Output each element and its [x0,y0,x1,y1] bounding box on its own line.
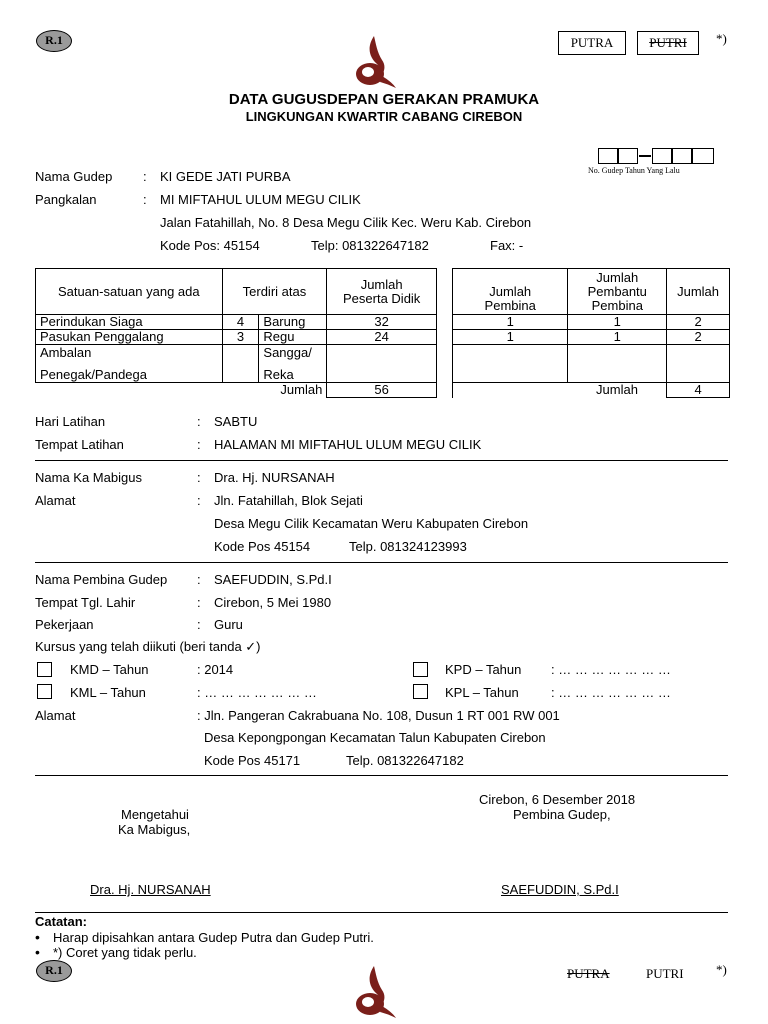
table-row [453,345,730,383]
pembina-alamat-line2: Desa Kepongpongan Kecamatan Talun Kabupaten Cirebon [204,730,546,745]
colon: : [197,572,201,587]
putra-option-bottom[interactable]: PUTRA [567,966,610,981]
header-jumlah: Jumlah [667,269,730,315]
hari-latihan-value: SABTU [214,414,258,429]
header-jumlah-peserta [327,269,437,315]
table-header-row [453,269,730,315]
form-code-badge: R.1 [36,30,72,52]
kmd-checkbox[interactable] [37,662,52,677]
total-label: Jumlah [568,383,667,398]
colon: : [197,470,201,485]
catatan-item [35,930,374,945]
sign-right-date: Cirebon, 6 Desember 2018 [479,792,636,807]
kml-checkbox[interactable] [37,684,52,699]
header-jumlah-line2: Peserta Didik [343,290,421,306]
putri-option[interactable] [637,31,699,55]
unit-line2: Reka [263,367,294,382]
table-row [36,315,437,330]
satuan-line1: Ambalan [40,345,92,360]
jumlah-cell: 32 [327,315,437,330]
empty-cell [36,383,223,398]
jumlah-cell [327,345,437,383]
count-cell: 4 [222,315,259,330]
sign-left-name: Dra. Hj. NURSANAH [90,882,211,897]
footnote-star: *) [716,31,727,46]
tempat-latihan-label: Tempat Latihan [35,437,124,452]
pembina-nama-value: SAEFUDDIN, S.Pd.I [214,572,332,587]
empty-cell [222,383,259,398]
pangkalan-address: Jalan Fatahillah, No. 8 Desa Megu Cilik Kec. Weru Kab. Cirebon [160,215,532,230]
pembina-telp: Telp. 081322647182 [346,753,464,768]
jumlah-cell: 24 [327,330,437,345]
table-total-row [453,383,730,398]
mabigus-kode-pos: Kode Pos 45154 [214,539,311,554]
catatan-title: Catatan: [35,914,88,929]
pembantu-cell: 1 [568,315,667,330]
unit-cell [259,345,327,383]
pembina-alamat-line1: : Jln. Pangeran Cakrabuana No. 108, Dusun 1 RT 001 RW 001 [197,708,560,723]
gudep-no-box-2[interactable] [618,148,638,164]
mabigus-alamat-label: Alamat [35,493,76,508]
mabigus-alamat-line1: Jln. Fatahillah, Blok Sejati [214,493,363,508]
mabigus-telp: Telp. 081324123993 [349,539,467,554]
table-total-row [36,383,437,398]
header-line2: Pembantu [587,283,647,299]
pembantu-cell [568,345,667,383]
header-line1: Jumlah [596,269,639,285]
tunas-kelapa-logo-icon [352,962,402,1020]
table-header-row [36,269,437,315]
gudep-no-box-3[interactable] [652,148,672,164]
putra-option[interactable] [558,31,626,55]
pembina-kerja-value: Guru [214,617,243,632]
tempat-latihan-value: HALAMAN MI MIFTAHUL ULUM MEGU CILIK [214,437,482,452]
kpl-checkbox[interactable] [413,684,428,699]
pembina-cell [453,345,568,383]
sign-right-name: SAEFUDDIN, S.Pd.I [501,882,619,897]
pembantu-cell: 1 [568,330,667,345]
table-row [36,330,437,345]
jumlah-cell [667,345,730,383]
header-line1: Jumlah [489,284,532,299]
divider [35,912,728,913]
divider [35,562,728,563]
putri-label: PUTRI [649,35,687,50]
nama-gudep-value: KI GEDE JATI PURBA [160,169,291,184]
form-code-badge-bottom: R.1 [36,960,72,982]
header-jumlah-line1: Jumlah [360,276,403,292]
mabigus-alamat-line2: Desa Megu Cilik Kecamatan Weru Kabupaten Cirebon [214,516,529,531]
pangkalan-telp: Telp: 081322647182 [311,238,429,253]
page-title: DATA GUGUSDEPAN GERAKAN PRAMUKA [228,91,540,108]
divider [35,775,728,776]
colon: : [197,437,201,452]
tunas-kelapa-logo-icon [352,32,402,90]
pangkalan-fax: Fax: - [490,238,524,253]
page-subtitle: LINGKUNGAN KWARTIR CABANG CIREBON [245,109,523,124]
divider [35,460,728,461]
colon: : [143,192,147,207]
pembina-kerja-label: Pekerjaan [35,617,94,632]
table-row [453,315,730,330]
kursus-label: Kursus yang telah diikuti (beri tanda ✓) [35,639,261,654]
kpd-value: : … … … … … … … [551,662,671,677]
jumlah-cell: 2 [667,330,730,345]
header-line2: Pembina [484,298,536,313]
header-jumlah-pembantu [568,269,667,315]
pangkalan-kode-pos: Kode Pos: 45154 [160,238,260,253]
catatan-text: Harap dipisahkan antara Gudep Putra dan Gudep Putri. [53,930,374,945]
gudep-no-dash [639,155,651,157]
pembina-alamat-label: Alamat [35,708,76,723]
colon: : [197,617,201,632]
gudep-no-caption: No. Gudep Tahun Yang Lalu [588,166,680,175]
unit-line1: Sangga/ [263,345,312,360]
colon: : [197,595,201,610]
catatan-list [35,930,374,960]
gudep-no-box-4[interactable] [672,148,692,164]
sign-right-line2: Pembina Gudep, [513,807,611,822]
count-cell: 3 [222,330,259,345]
header-line3: Pembina [591,297,643,313]
table-row [453,330,730,345]
sign-left-line2: Ka Mabigus, [118,822,191,837]
footnote-star-bottom: *) [716,962,727,977]
satuan-cell: Pasukan Penggalang [36,330,223,345]
catatan-text: *) Coret yang tidak perlu. [53,945,197,960]
pembina-cell: 1 [453,330,568,345]
satuan-table [35,268,437,398]
satuan-cell: Perindukan Siaga [36,315,223,330]
header-satuan: Satuan-satuan yang ada [36,269,223,315]
unit-cell: Regu [259,330,327,345]
catatan-item [35,945,374,960]
sign-left-line1: Mengetahui [121,807,189,822]
putri-option-bottom[interactable]: PUTRI [646,966,684,981]
kml-value: : … … … … … … … [197,685,317,700]
putra-label: PUTRA [570,35,614,50]
header-terdiri: Terdiri atas [222,269,327,315]
total-value: 4 [667,383,730,398]
ka-mabigus-label: Nama Ka Mabigus [35,470,142,485]
unit-cell: Barung [259,315,327,330]
table-row [36,345,437,383]
gudep-no-box-1[interactable] [598,148,618,164]
ka-mabigus-value: Dra. Hj. NURSANAH [214,470,335,485]
empty-cell [453,383,568,398]
header-jumlah-pembina [453,269,568,315]
kpd-checkbox[interactable] [413,662,428,677]
nama-gudep-label: Nama Gudep [35,169,113,184]
gudep-no-box-5[interactable] [692,148,714,164]
kpl-value: : … … … … … … … [551,685,671,700]
satuan-line2: Penegak/Pandega [40,367,147,382]
total-value: 56 [327,383,437,398]
kmd-label: KMD – Tahun [70,662,149,677]
colon: : [143,169,147,184]
hari-latihan-label: Hari Latihan [35,414,106,429]
pembina-ttl-label: Tempat Tgl. Lahir [35,595,136,610]
pembina-nama-label: Nama Pembina Gudep [35,572,168,587]
count-cell [222,345,259,383]
total-label: Jumlah [280,382,323,398]
kpd-label: KPD – Tahun [445,662,522,677]
pembina-kode-pos: Kode Pos 45171 [204,753,301,768]
pembina-ttl-value: Cirebon, 5 Mei 1980 [214,595,332,610]
pembina-table [452,268,730,398]
pembina-cell: 1 [453,315,568,330]
pangkalan-label: Pangkalan [35,192,97,207]
kpl-label: KPL – Tahun [445,685,519,700]
colon: : [197,414,201,429]
satuan-cell [36,345,223,383]
kml-label: KML – Tahun [70,685,146,700]
colon: : [197,493,201,508]
pangkalan-value: MI MIFTAHUL ULUM MEGU CILIK [160,192,361,207]
kmd-value: : 2014 [197,662,234,677]
jumlah-cell: 2 [667,315,730,330]
